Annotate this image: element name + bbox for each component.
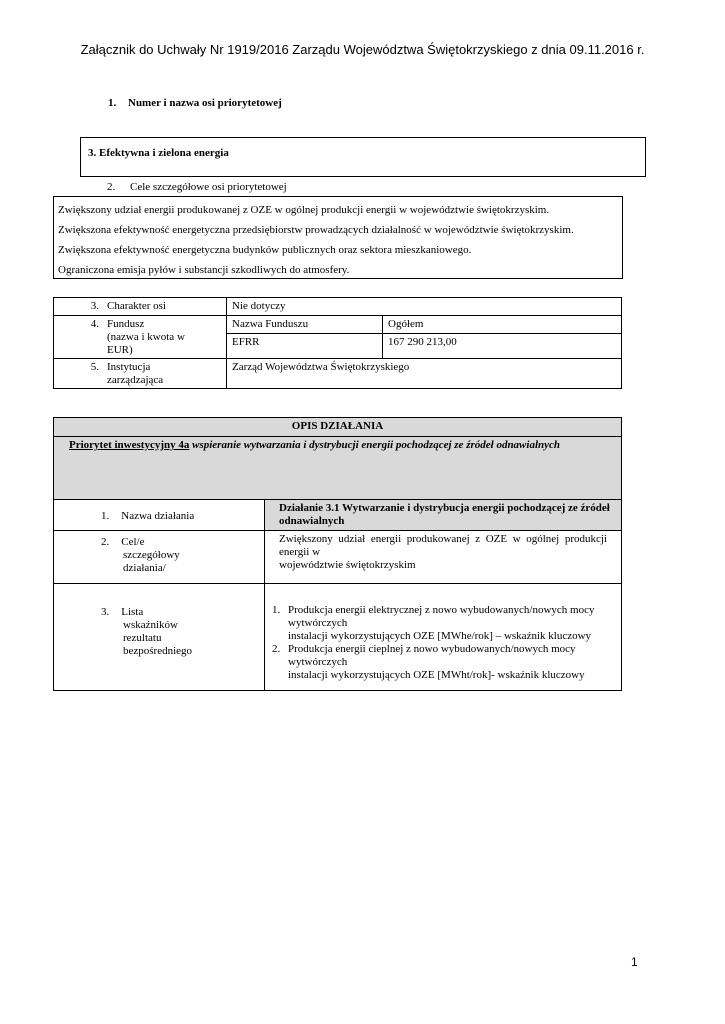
table-row: [54, 531, 622, 584]
section-1-number: 1.: [108, 97, 117, 109]
indicators-list: [265, 584, 622, 691]
section-2-number: 2.: [107, 181, 116, 193]
fund-total: 167 290 213,00: [383, 334, 622, 359]
objective-item: Ograniczona emisja pyłów i substancji szkodliwych do atmosfery.: [58, 264, 350, 276]
objectives-box: [53, 196, 623, 279]
fund-total-header: Ogółem: [383, 316, 622, 334]
row-label-cell: [54, 298, 227, 316]
row-label: EUR): [107, 344, 133, 356]
action-name-line: odnawialnych: [279, 515, 345, 527]
list-item-line: Produkcja energii elektrycznej z nowo wybudowanych/nowych mocy wytwórczych: [288, 604, 595, 629]
action-table-title: OPIS DZIAŁANIA: [54, 418, 622, 437]
row-label: bezpośredniego: [123, 645, 193, 657]
table-row: [54, 359, 622, 389]
priority-cell: [54, 437, 622, 500]
goal-value: [265, 531, 622, 584]
table-row: [54, 316, 622, 334]
institution-value: Zarząd Województwa Świętokrzyskiego: [227, 359, 622, 389]
priority-text: wspieranie wytwarzania i dystrybucji energii pochodzącej ze źródeł odnawialnych: [189, 439, 561, 451]
goal-line: Zwiększony udział energii produkowanej z OZE w ogólnej produkcji energii w: [279, 533, 607, 558]
priority-label: Priorytet inwestycyjny 4a: [69, 439, 190, 451]
section-2-heading: [107, 181, 287, 193]
row-label: Nazwa działania: [121, 510, 195, 522]
action-name-label-cell: [54, 500, 265, 531]
goal-line: województwie świętokrzyskim: [279, 559, 416, 571]
info-table: [53, 297, 622, 389]
section-2-title: Cele szczegółowe osi priorytetowej: [130, 181, 287, 193]
list-item-line: Produkcja energii cieplnej z nowo wybudowanych/nowych mocy wytwórczych: [288, 643, 576, 668]
list-item-number: 2.: [272, 643, 281, 655]
goal-label-cell: [54, 531, 265, 584]
table-row: [54, 298, 622, 316]
objective-item: Zwiększona efektywność energetyczna przedsiębiorstw prowadzących działalność w województwie świętokrzyskim.: [58, 224, 574, 236]
table-row: [54, 584, 622, 691]
objective-item: Zwiększony udział energii produkowanej z OZE w ogólnej produkcji energii w województwie świętokrzyskim.: [58, 204, 550, 216]
row-label: wskaźników: [123, 619, 178, 631]
action-name-value: [265, 500, 622, 531]
row-label: zarządzająca: [107, 374, 164, 386]
list-item-line: instalacji wykorzystujących OZE [MWht/rok]- wskaźnik kluczowy: [288, 669, 585, 681]
row-label: szczegółowy: [123, 549, 180, 561]
list-item-text: [288, 643, 621, 682]
page-number: 1: [631, 955, 638, 969]
section-1-heading: [108, 97, 282, 109]
institution-label-cell: [54, 359, 227, 389]
row-number: 3.: [101, 606, 110, 618]
section-1-title: Numer i nazwa osi priorytetowej: [128, 97, 282, 109]
row-number: 4.: [90, 318, 99, 330]
objective-item: Zwiększona efektywność energetyczna budynków publicznych oraz sektora mieszkaniowego.: [58, 244, 472, 256]
row-number: 5.: [90, 361, 99, 373]
indicators-label-cell: [54, 584, 265, 691]
list-item-number: 1.: [272, 604, 281, 616]
action-name-line: Działanie 3.1 Wytwarzanie i dystrybucja energii pochodzącej ze źródeł: [279, 502, 610, 514]
action-table: [53, 417, 622, 691]
row-number: 3.: [90, 300, 99, 312]
list-item-text: [288, 604, 621, 643]
list-item: [272, 643, 621, 682]
row-label: Lista: [121, 606, 144, 618]
axis-name: 3. Efektywna i zielona energia: [88, 147, 229, 159]
row-label: Fundusz: [107, 318, 145, 330]
table-row: [54, 418, 622, 437]
row-label: rezultatu: [123, 632, 162, 644]
row-number: 1.: [101, 510, 110, 522]
table-row: [54, 437, 622, 500]
list-item-line: instalacji wykorzystujących OZE [MWhe/rok] – wskaźnik kluczowy: [288, 630, 592, 642]
row-label: Instytucja: [107, 361, 151, 373]
character-value: Nie dotyczy: [227, 298, 622, 316]
row-label: działania/: [123, 562, 166, 574]
document-header: Załącznik do Uchwały Nr 1919/2016 Zarządu Województwa Świętokrzyskiego z dnia 09.11.2016 r.: [80, 42, 645, 57]
row-label: (nazwa i kwota w: [107, 331, 185, 343]
table-row: [54, 500, 622, 531]
row-number: 2.: [101, 536, 110, 548]
fund-name-header: Nazwa Funduszu: [227, 316, 383, 334]
row-label: Cel/e: [121, 536, 145, 548]
list-item: [272, 604, 621, 643]
fund-label-cell: [54, 316, 227, 359]
axis-name-box: [80, 137, 646, 177]
fund-name: EFRR: [227, 334, 383, 359]
row-label: Charakter osi: [107, 300, 166, 312]
